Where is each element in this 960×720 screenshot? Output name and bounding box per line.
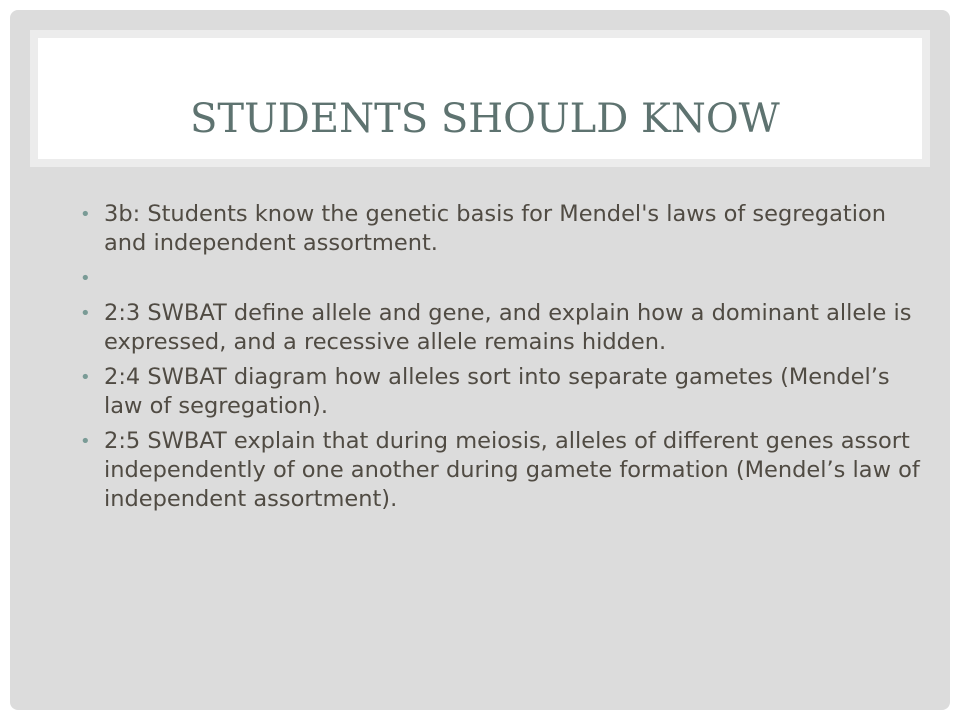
bullet-item [78,299,923,357]
bullet-dot-icon: • [80,367,91,388]
bullet-text: 3b: Students know the genetic basis for Mendel's laws of segregation and independent assortment. [104,201,887,256]
bullet-dot-icon: • [80,431,91,452]
bullet-dot-icon: • [80,268,91,289]
title-box [30,30,930,167]
bullet-list [78,200,923,520]
slide [10,10,950,710]
slide-title: STUDENTS SHOULD KNOW [190,96,780,142]
bullet-text: 2:4 SWBAT diagram how alleles sort into separate gametes (Mendel’s law of segregation). [104,364,890,419]
bullet-text: 2:5 SWBAT explain that during meiosis, alleles of different genes assort independently of one another during gamete formation (Mendel’s law of independent assortment). [104,428,920,512]
bullet-dot-icon: • [80,204,91,225]
bullet-item [78,363,923,421]
bullet-item-empty [78,264,923,293]
bullet-item [78,200,923,258]
bullet-item [78,427,923,514]
bullet-text: 2:3 SWBAT define allele and gene, and explain how a dominant allele is expressed, and a recessive allele remains hidden. [104,300,912,355]
bullet-dot-icon: • [80,303,91,324]
